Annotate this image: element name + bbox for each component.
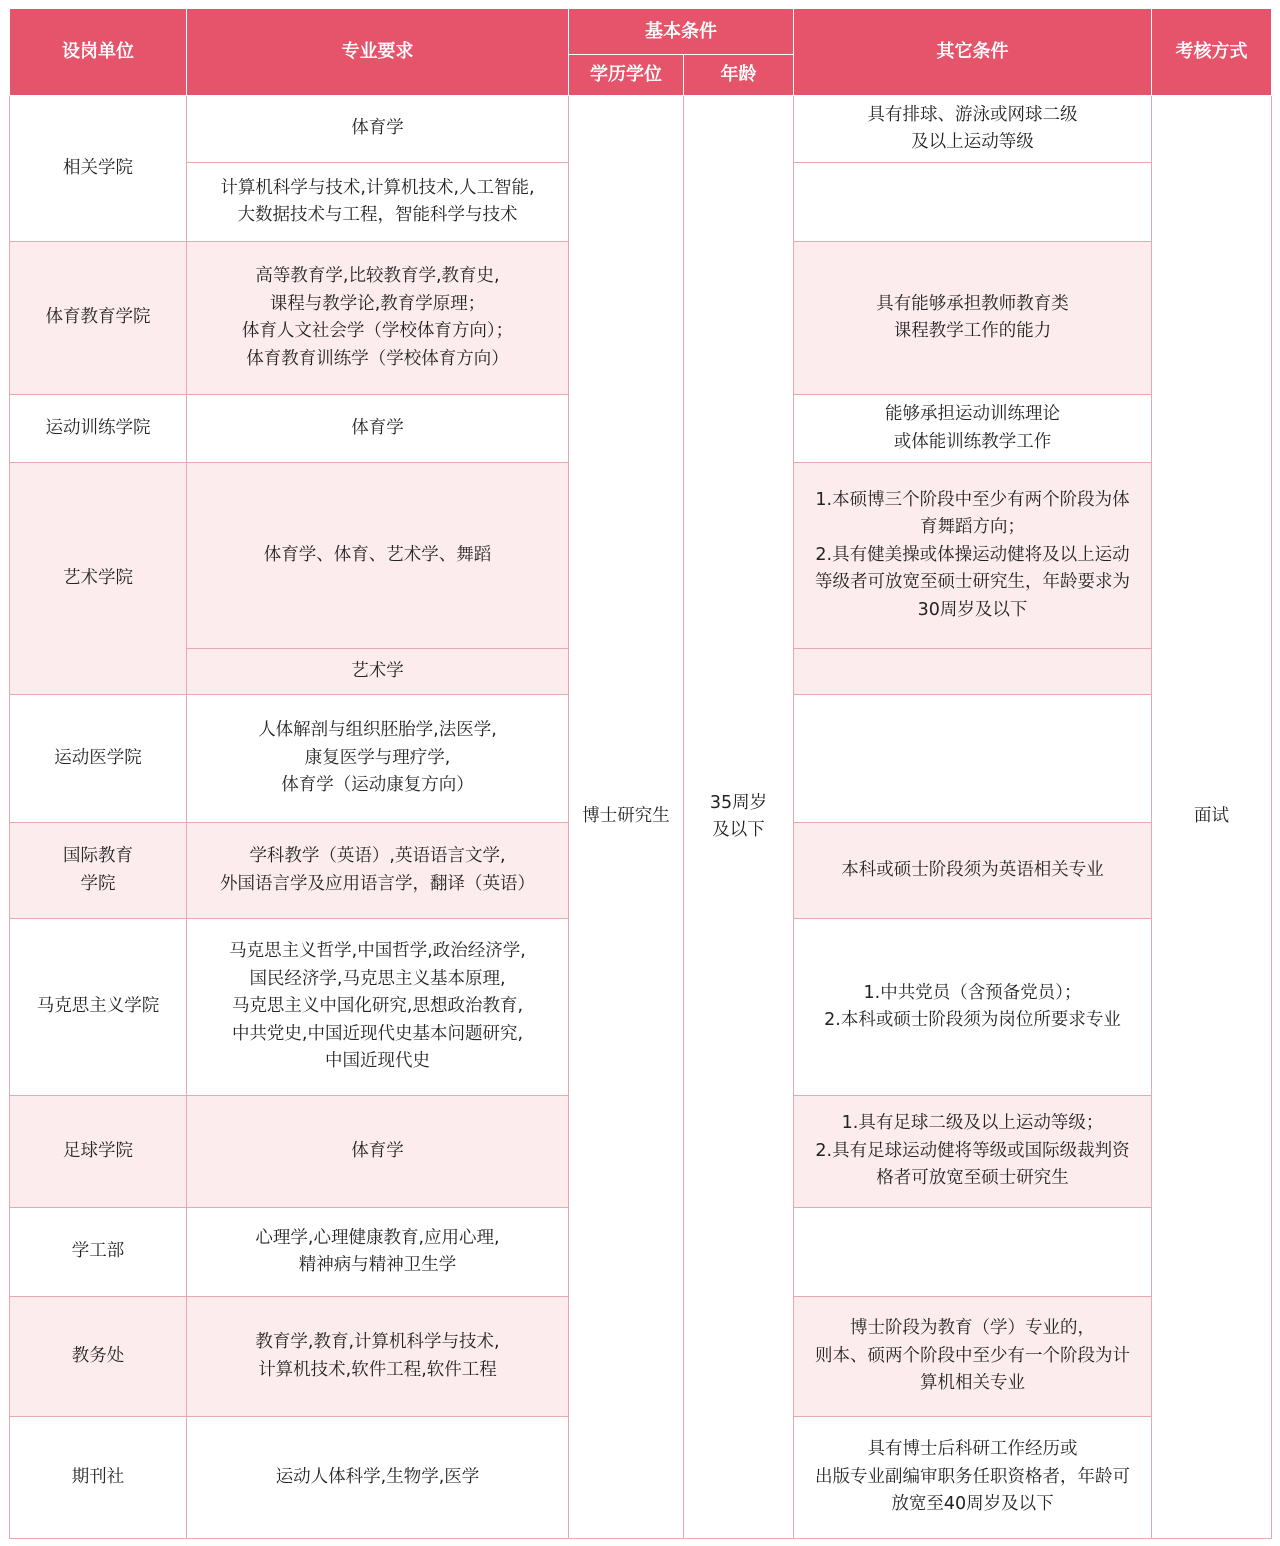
other-cell (794, 823, 1152, 919)
unit-cell: 体育教育学院 (10, 242, 187, 395)
cell-text-line: 1.中共党员（含预备党员）； (863, 982, 1082, 1003)
cell-text-line: 学院 (80, 873, 116, 894)
cell-text-line: 外国语言学及应用语言学，翻译（英语） (220, 873, 535, 894)
unit-cell: 运动训练学院 (10, 395, 187, 463)
cell-text-line: 马克思主义中国化研究,思想政治教育, (231, 996, 524, 1017)
major-cell (187, 242, 569, 395)
cell-text-line: 课程与教学论,教育学原理； (269, 293, 486, 314)
other-cell (794, 242, 1152, 395)
age-cell (684, 96, 794, 1539)
cell-text-line: 马克思主义哲学,中国哲学,政治经济学, (229, 941, 526, 962)
cell-text-line: 出版专业副编审职务任职资格者，年龄可 (815, 1466, 1130, 1487)
unit-cell: 马克思主义学院 (10, 919, 187, 1096)
cell-text-line: 或体能训练教学工作 (893, 431, 1052, 452)
cell-text-line: 体育人文社会学（学校体育方向）； (241, 321, 514, 341)
cell-text-line: 1.本硕博三个阶段中至少有两个阶段为体 (815, 489, 1130, 510)
cell-text-line: 精神病与精神卫生学 (298, 1255, 457, 1275)
cell-text-line: 算机相关专业 (920, 1373, 1025, 1394)
major-cell (187, 163, 569, 242)
other-cell (794, 463, 1152, 649)
unit-cell: 足球学院 (10, 1096, 187, 1208)
cell-text-line: 计算机科学与技术,计算机技术,人工智能, (220, 177, 535, 198)
cell-text-line: 体育学 (351, 1140, 404, 1161)
major-cell (187, 96, 569, 163)
cell-text-line: 高等教育学,比较教育学,教育史, (255, 266, 500, 286)
header-age: 年龄 (684, 55, 794, 96)
major-cell (187, 695, 569, 823)
degree-cell: 博士研究生 (569, 96, 684, 1539)
cell-text-line: 心理学,心理健康教育,应用心理, (255, 1227, 500, 1248)
cell-text-line: 博士阶段为教育（学）专业的， (850, 1318, 1095, 1339)
other-cell (794, 1208, 1152, 1297)
cell-text-line: 及以上运动等级 (911, 132, 1034, 152)
cell-text-line: 2.本科或硕士阶段须为岗位所要求专业 (824, 1010, 1121, 1030)
header-degree: 学历学位 (569, 55, 684, 96)
cell-text-line: 课程教学工作的能力 (893, 321, 1052, 341)
cell-text-line: 1.具有足球二级及以上运动等级； (841, 1113, 1104, 1134)
cell-text-line: 康复医学与理疗学, (304, 747, 451, 768)
cell-text-line: 教育学,教育,计算机科学与技术, (255, 1332, 500, 1352)
cell-text-line: 则本、硕两个阶段中至少有一个阶段为计 (815, 1345, 1130, 1366)
unit-cell: 教务处 (10, 1297, 187, 1417)
major-cell (187, 1297, 569, 1417)
other-cell (794, 1297, 1152, 1417)
cell-text-line: 具有能够承担教师教育类 (876, 293, 1069, 314)
other-cell (794, 395, 1152, 463)
cell-text-line: 格者可放宽至硕士研究生 (876, 1168, 1069, 1189)
other-cell (794, 1096, 1152, 1208)
header-major: 专业要求 (187, 9, 569, 96)
major-cell (187, 1096, 569, 1208)
unit-cell: 运动医学院 (10, 695, 187, 823)
cell-text-line: 能够承担运动训练理论 (885, 404, 1060, 424)
cell-text-line: 人体解剖与组织胚胎学,法医学, (258, 720, 497, 741)
header-unit: 设岗单位 (10, 9, 187, 96)
other-cell (794, 1417, 1152, 1539)
major-cell (187, 395, 569, 463)
cell-text-line: 本科或硕士阶段须为英语相关专业 (841, 859, 1104, 880)
unit-cell: 相关学院 (10, 96, 187, 242)
other-cell (794, 163, 1152, 242)
age-line: 35周岁 (709, 792, 768, 813)
cell-text-line: 大数据技术与工程，智能科学与技术 (237, 205, 518, 225)
major-cell (187, 1208, 569, 1297)
cell-text-line: 育舞蹈方向； (920, 517, 1025, 538)
age-line: 及以下 (712, 820, 765, 840)
cell-text-line: 2.具有健美操或体操运动健将及以上运动 (815, 544, 1130, 565)
cell-text-line: 具有博士后科研工作经历或 (867, 1439, 1078, 1460)
cell-text-line: 中国近现代史 (325, 1051, 430, 1072)
cell-text-line: 学科教学（英语）,英语语言文学, (249, 846, 506, 866)
other-cell (794, 919, 1152, 1096)
cell-text-line: 体育教育训练学（学校体育方向） (246, 348, 509, 369)
other-cell (794, 695, 1152, 823)
cell-text-line: 30周岁及以下 (917, 599, 1028, 620)
cell-text-line: 2.具有足球运动健将等级或国际级裁判资 (815, 1140, 1130, 1161)
cell-text-line: 运动人体科学,生物学,医学 (275, 1466, 480, 1487)
major-cell (187, 649, 569, 695)
unit-cell: 期刊社 (10, 1417, 187, 1539)
major-cell (187, 823, 569, 919)
major-cell (187, 1417, 569, 1539)
cell-text-line: 体育学（运动康复方向） (281, 775, 474, 796)
assessment-cell: 面试 (1152, 96, 1272, 1539)
cell-text-line: 中共党史,中国近现代史基本问题研究, (231, 1023, 524, 1044)
header-basic-conditions: 基本条件 (569, 9, 794, 55)
cell-text-line: 放宽至40周岁及以下 (891, 1494, 1054, 1515)
cell-text-line: 具有排球、游泳或网球二级 (867, 104, 1078, 125)
recruitment-table (9, 8, 1272, 1539)
table-row (10, 96, 1272, 163)
cell-text-line: 体育学 (351, 417, 404, 438)
cell-text-line: 计算机技术,软件工程,软件工程 (258, 1359, 497, 1380)
cell-text-line: 体育学、体育、艺术学、舞蹈 (263, 544, 492, 565)
cell-text-line: 艺术学 (351, 660, 404, 681)
cell-text-line: 等级者可放宽至硕士研究生，年龄要求为 (815, 572, 1130, 593)
major-cell (187, 463, 569, 649)
unit-cell: 艺术学院 (10, 463, 187, 695)
other-cell (794, 96, 1152, 163)
header-other-conditions: 其它条件 (794, 9, 1152, 96)
cell-text-line: 体育学 (351, 118, 404, 139)
other-cell (794, 649, 1152, 695)
recruitment-table-wrapper (9, 8, 1272, 1539)
major-cell (187, 919, 569, 1096)
cell-text-line: 国际教育 (63, 846, 133, 866)
header-assessment: 考核方式 (1152, 9, 1272, 96)
cell-text-line: 国民经济学,马克思主义基本原理, (249, 968, 506, 989)
unit-cell (10, 823, 187, 919)
unit-cell: 学工部 (10, 1208, 187, 1297)
